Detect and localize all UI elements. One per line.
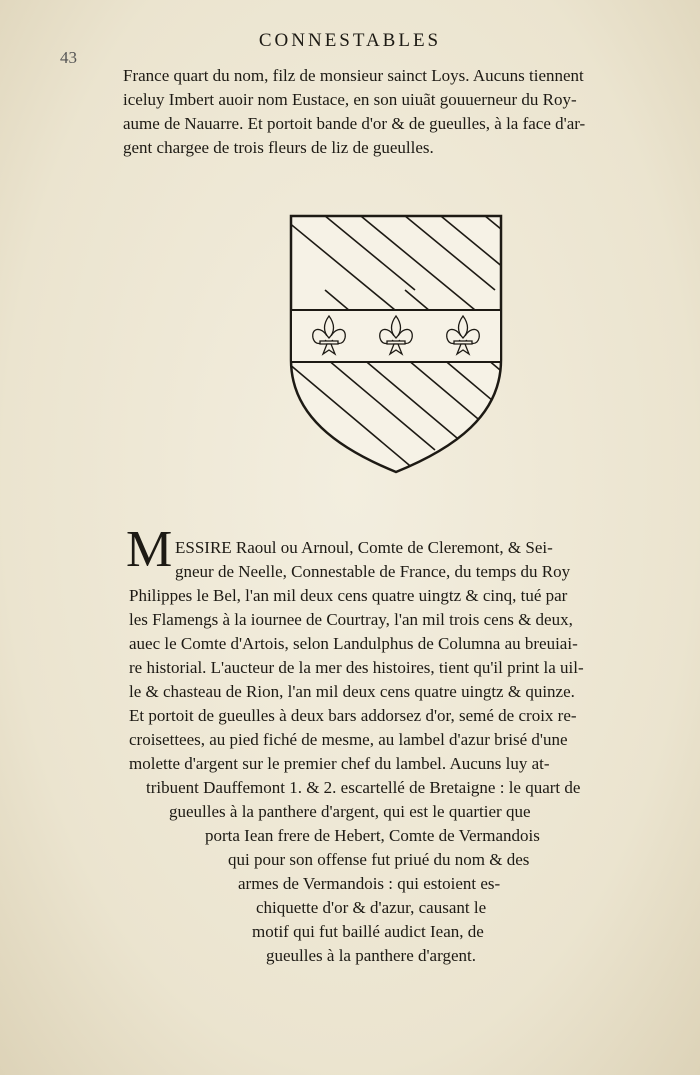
intro-line: France quart du nom, filz de monsieur sainct Loys. Aucuns tiennent bbox=[123, 66, 584, 85]
body-line: les Flamengs à la iournee de Courtray, l'an mil trois cens & deux, bbox=[129, 610, 573, 629]
body-line: Et portoit de gueulles à deux bars addorsez d'or, semé de croix re- bbox=[129, 706, 577, 725]
body-line: motif qui fut baillé audict Iean, de bbox=[252, 922, 484, 941]
intro-line: gent chargee de trois fleurs de liz de gueulles. bbox=[123, 138, 434, 157]
body-line: auec le Comte d'Artois, selon Landulphus de Columna au breuiai- bbox=[129, 634, 578, 653]
body-line: armes de Vermandois : qui estoient es- bbox=[238, 874, 501, 893]
body-line: porta Iean frere de Hebert, Comte de Vermandois bbox=[205, 826, 540, 845]
body-line: qui pour son offense fut priué du nom & des bbox=[228, 850, 530, 869]
running-header: CONNESTABLES bbox=[258, 30, 442, 51]
intro-line: iceluy Imbert auoir nom Eustace, en son uiuãt gouuerneur du Roy- bbox=[123, 90, 577, 109]
body-line: gueulles à la panthere d'argent, qui est le quartier que bbox=[169, 802, 531, 821]
body-line: le & chasteau de Rion, l'an mil deux cens quatre uingtz & quinze. bbox=[129, 682, 575, 701]
body-line: gueulles à la panthere d'argent. bbox=[266, 946, 476, 965]
intro-line: aume de Nauarre. Et portoit bande d'or & de gueulles, à la face d'ar- bbox=[123, 114, 586, 133]
folio-number: 43 bbox=[60, 48, 77, 67]
body-line: Philippes le Bel, l'an mil deux cens quatre uingtz & cinq, tué par bbox=[129, 586, 568, 605]
drop-cap: M bbox=[126, 521, 173, 578]
body-line: gneur de Neelle, Connestable de France, du temps du Roy bbox=[175, 562, 571, 581]
body-line: re historial. L'aucteur de la mer des histoires, tient qu'il print la uil- bbox=[129, 658, 584, 677]
body-line: ESSIRE Raoul ou Arnoul, Comte de Cleremont, & Sei- bbox=[175, 538, 553, 557]
body-line: chiquette d'or & d'azur, causant le bbox=[256, 898, 487, 917]
body-line: molette d'argent sur le premier chef du lambel. Aucuns luy at- bbox=[129, 754, 550, 773]
body-line: tribuent Dauffemont 1. & 2. escartellé de Bretaigne : le quart de bbox=[146, 778, 581, 797]
body-line: croisettees, au pied fiché de mesme, au lambel d'azur brisé d'une bbox=[129, 730, 568, 749]
coat-of-arms bbox=[285, 210, 507, 478]
shield-illustration bbox=[285, 210, 507, 478]
